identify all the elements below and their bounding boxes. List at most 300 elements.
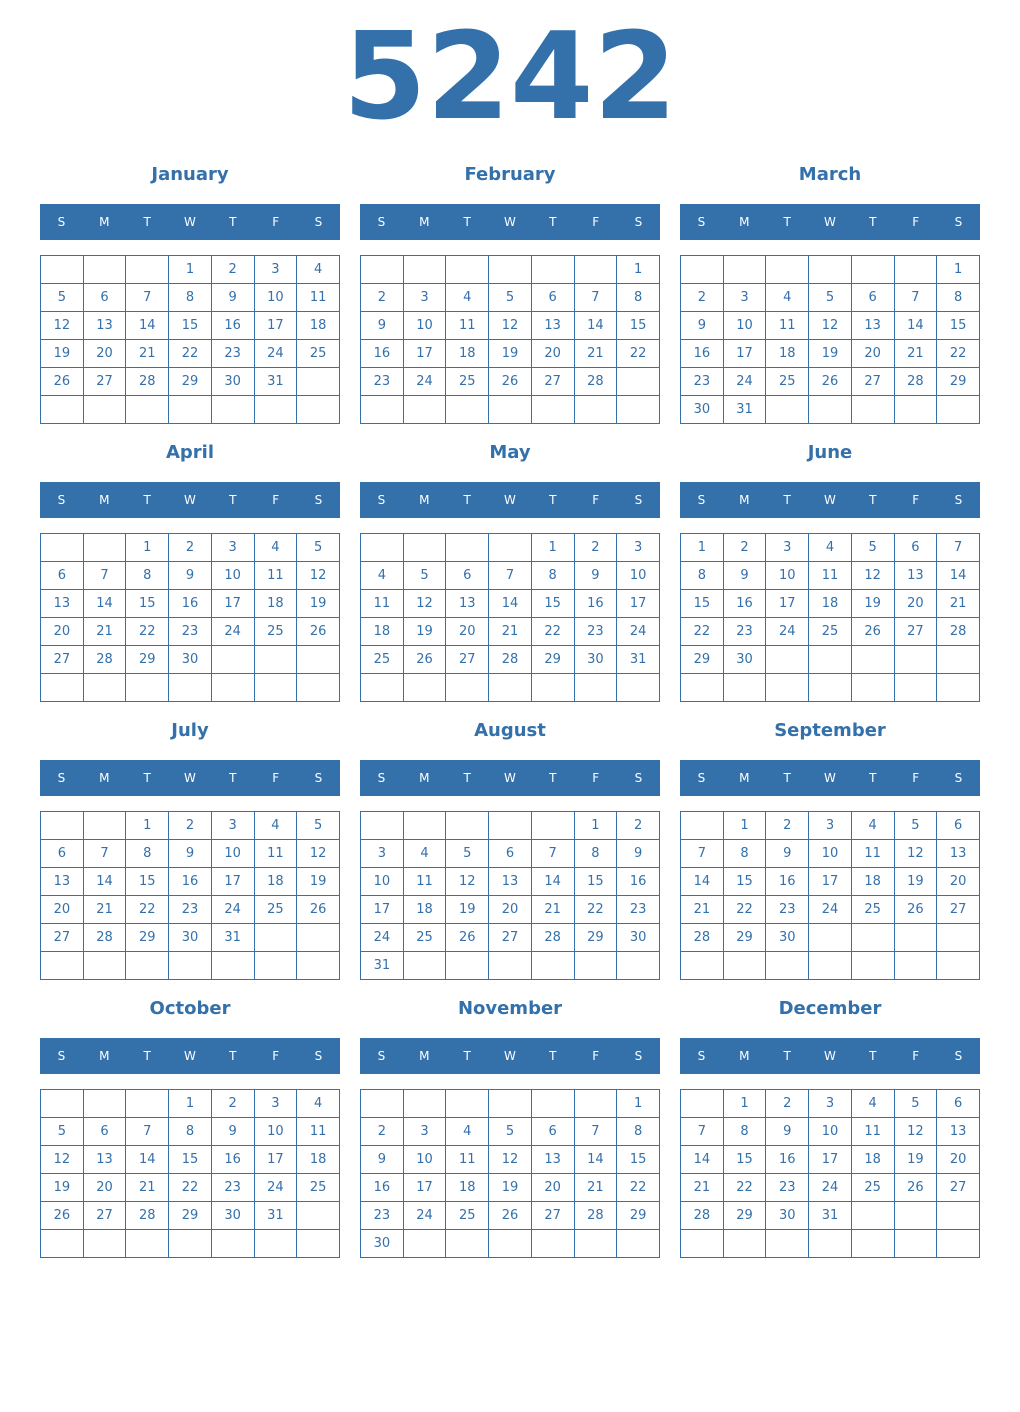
empty-cell xyxy=(403,256,446,284)
day-grid xyxy=(360,533,660,702)
week-row xyxy=(681,1118,980,1146)
empty-cell xyxy=(361,534,404,562)
day-cell: 4 xyxy=(254,812,297,840)
week-row xyxy=(681,534,980,562)
week-row xyxy=(361,1202,660,1230)
day-cell: 20 xyxy=(937,868,980,896)
day-cell: 14 xyxy=(894,312,937,340)
empty-cell xyxy=(83,534,126,562)
day-cell: 25 xyxy=(446,368,489,396)
empty-cell xyxy=(361,1090,404,1118)
weekday-header xyxy=(40,204,340,240)
day-cell: 1 xyxy=(723,812,766,840)
day-cell: 7 xyxy=(489,562,532,590)
day-cell: 15 xyxy=(126,590,169,618)
empty-cell xyxy=(681,812,724,840)
day-cell: 3 xyxy=(211,812,254,840)
day-cell: 6 xyxy=(41,562,84,590)
day-cell: 23 xyxy=(361,1202,404,1230)
day-cell: 26 xyxy=(41,368,84,396)
day-cell: 9 xyxy=(361,312,404,340)
day-grid xyxy=(360,811,660,980)
weekday-label: F xyxy=(592,215,600,229)
day-cell: 29 xyxy=(126,924,169,952)
empty-cell xyxy=(531,256,574,284)
weekday-label: S xyxy=(697,1049,706,1063)
day-cell: 28 xyxy=(937,618,980,646)
day-cell: 19 xyxy=(297,868,340,896)
day-cell: 30 xyxy=(617,924,660,952)
day-cell: 15 xyxy=(531,590,574,618)
empty-cell xyxy=(894,1230,937,1258)
empty-cell xyxy=(297,1202,340,1230)
week-row xyxy=(41,1118,340,1146)
empty-cell xyxy=(937,396,980,424)
day-cell: 19 xyxy=(489,1174,532,1202)
empty-cell xyxy=(617,952,660,980)
day-cell: 14 xyxy=(126,1146,169,1174)
month-name: February xyxy=(464,164,556,185)
weekday-label: T xyxy=(143,1049,151,1063)
day-cell: 11 xyxy=(254,840,297,868)
weekday-label: M xyxy=(99,1049,110,1063)
day-cell: 11 xyxy=(297,284,340,312)
weekday-label: W xyxy=(504,493,516,507)
day-cell: 11 xyxy=(446,1146,489,1174)
day-cell: 21 xyxy=(126,1174,169,1202)
day-cell: 10 xyxy=(766,562,809,590)
day-cell: 8 xyxy=(617,284,660,312)
day-cell: 3 xyxy=(766,534,809,562)
week-row xyxy=(41,396,340,424)
day-cell: 9 xyxy=(723,562,766,590)
empty-cell xyxy=(41,396,84,424)
week-row xyxy=(41,952,340,980)
day-cell: 19 xyxy=(894,1146,937,1174)
day-cell: 7 xyxy=(574,284,617,312)
day-cell: 16 xyxy=(169,590,212,618)
day-cell: 23 xyxy=(617,896,660,924)
day-cell: 22 xyxy=(531,618,574,646)
day-cell: 6 xyxy=(41,840,84,868)
empty-cell xyxy=(489,396,532,424)
day-grid xyxy=(40,255,340,424)
week-row xyxy=(41,340,340,368)
weekday-label: W xyxy=(184,493,196,507)
day-cell: 9 xyxy=(766,840,809,868)
week-row xyxy=(41,590,340,618)
day-grid xyxy=(680,255,980,424)
day-cell: 13 xyxy=(83,1146,126,1174)
empty-cell xyxy=(297,952,340,980)
day-cell: 31 xyxy=(361,952,404,980)
empty-cell xyxy=(297,646,340,674)
empty-cell xyxy=(169,396,212,424)
week-row xyxy=(681,868,980,896)
day-cell: 7 xyxy=(894,284,937,312)
weekday-label: T xyxy=(463,493,471,507)
day-cell: 4 xyxy=(766,284,809,312)
day-cell: 22 xyxy=(574,896,617,924)
day-cell: 15 xyxy=(126,868,169,896)
week-row xyxy=(681,1174,980,1202)
day-cell: 3 xyxy=(254,1090,297,1118)
month-name: April xyxy=(165,442,215,463)
empty-cell xyxy=(83,396,126,424)
day-cell: 6 xyxy=(531,284,574,312)
empty-cell xyxy=(531,1090,574,1118)
day-cell: 24 xyxy=(766,618,809,646)
weekday-header xyxy=(680,1038,980,1074)
day-cell: 12 xyxy=(41,1146,84,1174)
day-cell: 13 xyxy=(41,590,84,618)
day-cell: 18 xyxy=(766,340,809,368)
day-cell: 25 xyxy=(254,896,297,924)
day-cell: 23 xyxy=(211,340,254,368)
day-cell: 14 xyxy=(681,1146,724,1174)
week-row xyxy=(681,1202,980,1230)
day-cell: 26 xyxy=(894,896,937,924)
empty-cell xyxy=(41,812,84,840)
empty-cell xyxy=(809,646,852,674)
weekday-label: T xyxy=(463,771,471,785)
day-cell: 7 xyxy=(83,562,126,590)
day-cell: 29 xyxy=(169,368,212,396)
day-cell: 19 xyxy=(41,340,84,368)
month-name: March xyxy=(798,164,862,185)
day-cell: 4 xyxy=(297,1090,340,1118)
day-cell: 12 xyxy=(489,312,532,340)
day-cell: 29 xyxy=(531,646,574,674)
day-cell: 7 xyxy=(126,1118,169,1146)
month-name: July xyxy=(171,720,209,741)
empty-cell xyxy=(254,396,297,424)
day-cell: 22 xyxy=(126,896,169,924)
day-cell: 2 xyxy=(169,812,212,840)
week-row xyxy=(41,812,340,840)
day-cell: 27 xyxy=(937,896,980,924)
day-cell: 4 xyxy=(851,812,894,840)
day-cell: 2 xyxy=(766,812,809,840)
day-cell: 19 xyxy=(297,590,340,618)
day-cell: 7 xyxy=(681,840,724,868)
day-cell: 11 xyxy=(766,312,809,340)
day-cell: 11 xyxy=(851,1118,894,1146)
day-cell: 17 xyxy=(617,590,660,618)
day-cell: 15 xyxy=(617,312,660,340)
day-cell: 6 xyxy=(489,840,532,868)
week-row xyxy=(681,1090,980,1118)
day-cell: 11 xyxy=(361,590,404,618)
day-cell: 13 xyxy=(41,868,84,896)
day-cell: 12 xyxy=(894,840,937,868)
empty-cell xyxy=(531,396,574,424)
empty-cell xyxy=(489,674,532,702)
day-cell: 20 xyxy=(937,1146,980,1174)
day-cell: 13 xyxy=(937,1118,980,1146)
weekday-label: S xyxy=(57,493,66,507)
day-cell: 4 xyxy=(446,1118,489,1146)
week-row xyxy=(41,1090,340,1118)
day-cell: 6 xyxy=(83,1118,126,1146)
day-cell: 23 xyxy=(211,1174,254,1202)
weekday-label: S xyxy=(314,1049,323,1063)
weekday-label: T xyxy=(229,215,237,229)
day-cell: 19 xyxy=(41,1174,84,1202)
day-cell: 25 xyxy=(809,618,852,646)
week-row xyxy=(41,840,340,868)
weekday-label: T xyxy=(229,493,237,507)
week-row xyxy=(361,674,660,702)
empty-cell xyxy=(894,646,937,674)
empty-cell xyxy=(617,368,660,396)
day-cell: 17 xyxy=(211,590,254,618)
weekday-label: F xyxy=(592,493,600,507)
empty-cell xyxy=(446,1230,489,1258)
day-cell: 29 xyxy=(617,1202,660,1230)
day-cell: 24 xyxy=(403,1202,446,1230)
day-cell: 30 xyxy=(723,646,766,674)
day-cell: 18 xyxy=(254,590,297,618)
weekday-label: T xyxy=(869,771,877,785)
day-cell: 6 xyxy=(937,1090,980,1118)
empty-cell xyxy=(723,952,766,980)
weekday-label: M xyxy=(419,493,430,507)
day-cell: 9 xyxy=(681,312,724,340)
day-cell: 29 xyxy=(574,924,617,952)
day-cell: 15 xyxy=(723,1146,766,1174)
empty-cell xyxy=(211,646,254,674)
weekday-header xyxy=(360,760,660,796)
day-cell: 21 xyxy=(937,590,980,618)
day-cell: 12 xyxy=(446,868,489,896)
day-cell: 24 xyxy=(254,340,297,368)
day-cell: 10 xyxy=(403,1146,446,1174)
day-cell: 1 xyxy=(126,534,169,562)
day-cell: 14 xyxy=(531,868,574,896)
empty-cell xyxy=(894,952,937,980)
day-cell: 14 xyxy=(574,1146,617,1174)
week-row xyxy=(361,618,660,646)
week-row xyxy=(361,368,660,396)
day-cell: 1 xyxy=(617,256,660,284)
day-cell: 23 xyxy=(169,896,212,924)
empty-cell xyxy=(809,674,852,702)
weekday-label: T xyxy=(783,215,791,229)
empty-cell xyxy=(297,368,340,396)
week-row xyxy=(361,1118,660,1146)
day-cell: 4 xyxy=(361,562,404,590)
day-cell: 15 xyxy=(723,868,766,896)
day-cell: 9 xyxy=(574,562,617,590)
week-row xyxy=(681,1230,980,1258)
empty-cell xyxy=(41,1090,84,1118)
empty-cell xyxy=(83,674,126,702)
day-cell: 30 xyxy=(169,924,212,952)
day-cell: 27 xyxy=(83,368,126,396)
empty-cell xyxy=(361,256,404,284)
empty-cell xyxy=(681,952,724,980)
day-cell: 13 xyxy=(531,1146,574,1174)
week-row xyxy=(681,1146,980,1174)
empty-cell xyxy=(766,952,809,980)
empty-cell xyxy=(937,1230,980,1258)
day-cell: 24 xyxy=(723,368,766,396)
empty-cell xyxy=(531,1230,574,1258)
empty-cell xyxy=(297,1230,340,1258)
day-cell: 30 xyxy=(361,1230,404,1258)
day-cell: 21 xyxy=(894,340,937,368)
weekday-label: M xyxy=(419,771,430,785)
weekday-label: T xyxy=(869,1049,877,1063)
day-cell: 22 xyxy=(723,896,766,924)
day-cell: 28 xyxy=(681,924,724,952)
day-cell: 13 xyxy=(446,590,489,618)
day-cell: 8 xyxy=(126,840,169,868)
day-cell: 20 xyxy=(41,896,84,924)
day-cell: 29 xyxy=(723,924,766,952)
empty-cell xyxy=(83,1230,126,1258)
empty-cell xyxy=(403,396,446,424)
day-cell: 31 xyxy=(617,646,660,674)
day-cell: 4 xyxy=(297,256,340,284)
day-cell: 21 xyxy=(681,1174,724,1202)
day-cell: 31 xyxy=(723,396,766,424)
day-grid xyxy=(360,255,660,424)
day-cell: 5 xyxy=(446,840,489,868)
empty-cell xyxy=(574,952,617,980)
day-cell: 1 xyxy=(681,534,724,562)
day-cell: 23 xyxy=(169,618,212,646)
day-cell: 22 xyxy=(617,340,660,368)
day-cell: 27 xyxy=(83,1202,126,1230)
day-cell: 4 xyxy=(446,284,489,312)
weekday-label: W xyxy=(824,771,836,785)
day-cell: 6 xyxy=(894,534,937,562)
weekday-label: T xyxy=(783,493,791,507)
week-row xyxy=(361,1090,660,1118)
month-name: May xyxy=(489,442,531,463)
day-cell: 28 xyxy=(681,1202,724,1230)
empty-cell xyxy=(809,952,852,980)
week-row xyxy=(681,368,980,396)
week-row xyxy=(361,534,660,562)
empty-cell xyxy=(297,674,340,702)
day-cell: 12 xyxy=(297,840,340,868)
day-cell: 22 xyxy=(169,340,212,368)
day-cell: 26 xyxy=(403,646,446,674)
empty-cell xyxy=(809,1230,852,1258)
day-cell: 26 xyxy=(297,896,340,924)
day-cell: 1 xyxy=(574,812,617,840)
month-name: December xyxy=(778,998,882,1019)
day-cell: 11 xyxy=(446,312,489,340)
empty-cell xyxy=(254,952,297,980)
empty-cell xyxy=(211,1230,254,1258)
empty-cell xyxy=(894,674,937,702)
week-row xyxy=(361,1174,660,1202)
day-cell: 27 xyxy=(937,1174,980,1202)
week-row xyxy=(41,1202,340,1230)
empty-cell xyxy=(83,1090,126,1118)
day-cell: 24 xyxy=(361,924,404,952)
day-cell: 27 xyxy=(531,368,574,396)
day-cell: 3 xyxy=(403,1118,446,1146)
day-cell: 2 xyxy=(211,1090,254,1118)
day-cell: 16 xyxy=(723,590,766,618)
day-cell: 23 xyxy=(681,368,724,396)
weekday-label: W xyxy=(504,771,516,785)
day-cell: 1 xyxy=(126,812,169,840)
weekday-label: T xyxy=(143,771,151,785)
day-cell: 25 xyxy=(851,1174,894,1202)
day-cell: 29 xyxy=(126,646,169,674)
day-cell: 22 xyxy=(681,618,724,646)
weekday-label: F xyxy=(912,493,920,507)
day-cell: 16 xyxy=(169,868,212,896)
day-cell: 28 xyxy=(894,368,937,396)
empty-cell xyxy=(681,1230,724,1258)
day-cell: 8 xyxy=(937,284,980,312)
day-cell: 9 xyxy=(211,1118,254,1146)
weekday-label: T xyxy=(143,493,151,507)
empty-cell xyxy=(254,1230,297,1258)
week-row xyxy=(681,646,980,674)
week-row xyxy=(41,646,340,674)
day-cell: 10 xyxy=(211,840,254,868)
day-cell: 18 xyxy=(297,1146,340,1174)
day-cell: 15 xyxy=(617,1146,660,1174)
day-cell: 25 xyxy=(254,618,297,646)
day-cell: 30 xyxy=(169,646,212,674)
day-cell: 31 xyxy=(809,1202,852,1230)
day-cell: 9 xyxy=(361,1146,404,1174)
day-cell: 27 xyxy=(531,1202,574,1230)
empty-cell xyxy=(937,646,980,674)
week-row xyxy=(41,674,340,702)
day-cell: 12 xyxy=(894,1118,937,1146)
day-cell: 3 xyxy=(809,1090,852,1118)
day-cell: 21 xyxy=(126,340,169,368)
empty-cell xyxy=(851,646,894,674)
day-cell: 15 xyxy=(937,312,980,340)
empty-cell xyxy=(489,812,532,840)
day-cell: 7 xyxy=(83,840,126,868)
day-cell: 22 xyxy=(937,340,980,368)
day-cell: 12 xyxy=(41,312,84,340)
day-cell: 29 xyxy=(681,646,724,674)
day-cell: 3 xyxy=(723,284,766,312)
day-cell: 24 xyxy=(254,1174,297,1202)
day-cell: 24 xyxy=(211,896,254,924)
day-grid xyxy=(680,533,980,702)
day-cell: 2 xyxy=(211,256,254,284)
day-cell: 16 xyxy=(766,868,809,896)
day-cell: 11 xyxy=(851,840,894,868)
empty-cell xyxy=(446,674,489,702)
day-cell: 4 xyxy=(403,840,446,868)
day-cell: 28 xyxy=(574,1202,617,1230)
day-cell: 20 xyxy=(851,340,894,368)
weekday-label: S xyxy=(314,771,323,785)
day-cell: 11 xyxy=(297,1118,340,1146)
empty-cell xyxy=(211,396,254,424)
day-cell: 6 xyxy=(83,284,126,312)
week-row xyxy=(361,590,660,618)
day-cell: 6 xyxy=(446,562,489,590)
day-cell: 7 xyxy=(531,840,574,868)
day-cell: 6 xyxy=(937,812,980,840)
